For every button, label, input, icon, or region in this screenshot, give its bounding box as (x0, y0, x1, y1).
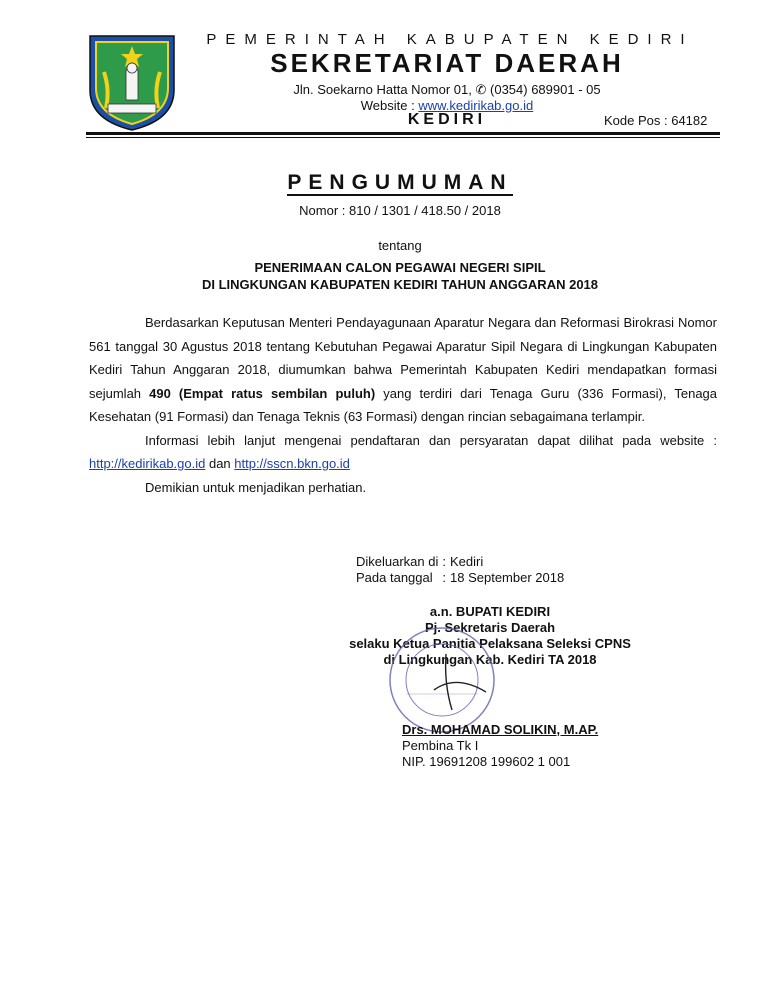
signature-line-4: di Lingkungan Kab. Kediri TA 2018 (383, 652, 597, 667)
signature-line-2: Pj. Sekretaris Daerah (424, 620, 556, 635)
kediri-regency-emblem (86, 32, 178, 132)
announcement-number: Nomor : 810 / 1301 / 418.50 / 2018 (299, 203, 501, 218)
p1-text-b: yang terdiri dari Tenaga Guru (336 Formasi), Tenaga Kesehatan (91 Formasi) dan Tenaga Teknis (63 Formasi) dengan rincian sebagaimana terlampir. (89, 385, 718, 424)
city-name: KEDIRI (407, 111, 487, 128)
issued-date-row (356, 570, 568, 586)
signatory-rank: Pembina Tk I (402, 738, 479, 753)
about-label: tentang (378, 238, 422, 253)
phone-icon: ✆ (475, 82, 487, 97)
issued-place-sep: : (442, 554, 446, 569)
body-paragraph-1 (89, 311, 717, 429)
letterhead-rule-thin (86, 137, 720, 138)
website-label: Website : (360, 98, 419, 113)
announcement-title (180, 171, 620, 195)
sscn-link[interactable]: http://sscn.bkn.go.id (234, 456, 350, 471)
announcement-title-text: PENGUMUMAN (287, 171, 513, 194)
signatory-nip: NIP. 19691208 199602 1 001 (402, 754, 571, 769)
kedirikab-link[interactable]: http://kedirikab.go.id (89, 456, 206, 471)
signature-line-3: selaku Ketua Panitia Pelaksana Seleksi CPNS (349, 636, 631, 651)
official-stamp (386, 624, 498, 736)
signatory-name: Drs. MOHAMAD SOLIKIN, M.AP. (402, 722, 599, 737)
issued-place-label: Dikeluarkan di (356, 554, 439, 569)
body-paragraph-2 (89, 429, 717, 476)
signature-line-1: a.n. BUPATI KEDIRI (429, 604, 551, 619)
office-name: SEKRETARIAT DAERAH (270, 48, 624, 78)
announcement-body (89, 311, 717, 499)
signatory (402, 722, 598, 770)
address-text: Jln. Soekarno Hatta Nomor 01, (293, 82, 476, 97)
issued-place-row (356, 554, 568, 570)
issued-place: Kediri (450, 554, 484, 569)
issued-date: 18 September 2018 (450, 570, 565, 585)
subject-line-2: DI LINGKUNGAN KABUPATEN KEDIRI TAHUN ANGGARAN 2018 (201, 277, 599, 292)
subject-line-1: PENERIMAAN CALON PEGAWAI NEGERI SIPIL (254, 260, 546, 275)
office-address (196, 82, 698, 98)
phone-number: (0354) 689901 - 05 (490, 82, 601, 97)
body-paragraph-3: Demikian untuk menjadikan perhatian. (145, 479, 367, 495)
issued-date-sep: : (442, 570, 446, 585)
website-link[interactable]: www.kedirikab.go.id (418, 98, 534, 113)
formation-count: 490 (Empat ratus sembilan puluh) (149, 385, 376, 401)
issued-date-label: Pada tanggal (356, 570, 433, 585)
p2-text-a: Informasi lebih lanjut mengenai pendaftaran dan persyaratan dapat dilihat pada website : (145, 432, 717, 448)
letterhead-rule-thick (86, 132, 720, 135)
p2-text-mid: dan (205, 456, 235, 471)
government-line: PEMERINTAH KABUPATEN KEDIRI (206, 31, 694, 48)
announcement-subject (100, 259, 700, 293)
postal-code: Kode Pos : 64182 (604, 113, 708, 128)
issued-info (356, 554, 568, 586)
p1-text-a: Berdasarkan Keputusan Menteri Pendayagunaan Aparatur Negara dan Reformasi Birokrasi Nomor 561 tanggal 30 Agustus 2018 tentang Kebutuhan Pegawai Aparatur Sipil Negara di Lingkungan Kabupaten Kediri Tahun Anggaran 2018, diumumkan bahwa Pemerintah Kabupaten Kediri mendapatkan formasi sejumlah (89, 315, 717, 401)
